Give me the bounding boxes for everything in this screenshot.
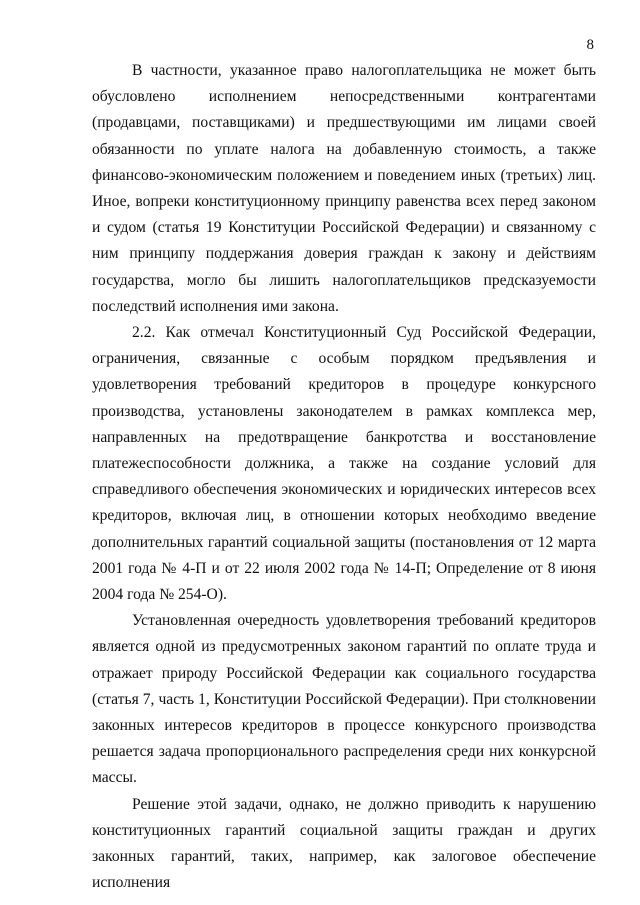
- paragraph-tax-rights: В частности, указанное право налогоплательщика не может быть обусловлено исполнением непосредственными контрагентами (продавцами, поставщиками) и предшествующими им лицами своей обязанности по уплате налога на добавленную стоимость, а также финансово-экономическим положением и поведением иных (третьих) лиц. Иное, вопреки конституционному принципу равенства всех перед законом и судом (статья 19 Конституции Российской Федерации) и связанному с ним принципу поддержания доверия граждан к закону и действиям государства, могло бы лишить налогоплательщиков предсказуемости последствий исполнения ими закона.: [92, 62, 596, 315]
- paragraph-task-solution: Решение этой задачи, однако, не должно приводить к нарушению конституционных гарантий социальной защиты граждан и других законных гарантий, таких, например, как залоговое обеспечение исполнения: [92, 795, 596, 892]
- paragraph-satisfaction-order: Установленная очередность удовлетворения требований кредиторов является одной из предусмотренных законом гарантий по оплате труда и отражает природу Российской Федерации как социального государства (статья 7, часть 1, Конституции Российской Федерации). При столкновении законных интересов кредиторов в процессе конкурсного производства решается задача пропорционального распределения среди них конкурсной массы.: [92, 612, 596, 787]
- document-body: [92, 58, 596, 897]
- page-number: 8: [586, 37, 594, 53]
- paragraph-creditors-restrictions: 2.2. Как отмечал Конституционный Суд Российской Федерации, ограничения, связанные с особым порядком предъявления и удовлетворения требований кредиторов в процедуре конкурсного производства, установлены законодателем в рамках комплекса мер, направленных на предотвращение банкротства и восстановление платежеспособности должника, а также на создание условий для справедливого обеспечения экономических и юридических интересов всех кредиторов, включая лиц, в отношении которых необходимо введение дополнительных гарантий социальной защиты (постановления от 12 марта 2001 года № 4-П и от 22 июля 2002 года № 14-П; Определение от 8 июня 2004 года № 254-О).: [92, 324, 596, 604]
